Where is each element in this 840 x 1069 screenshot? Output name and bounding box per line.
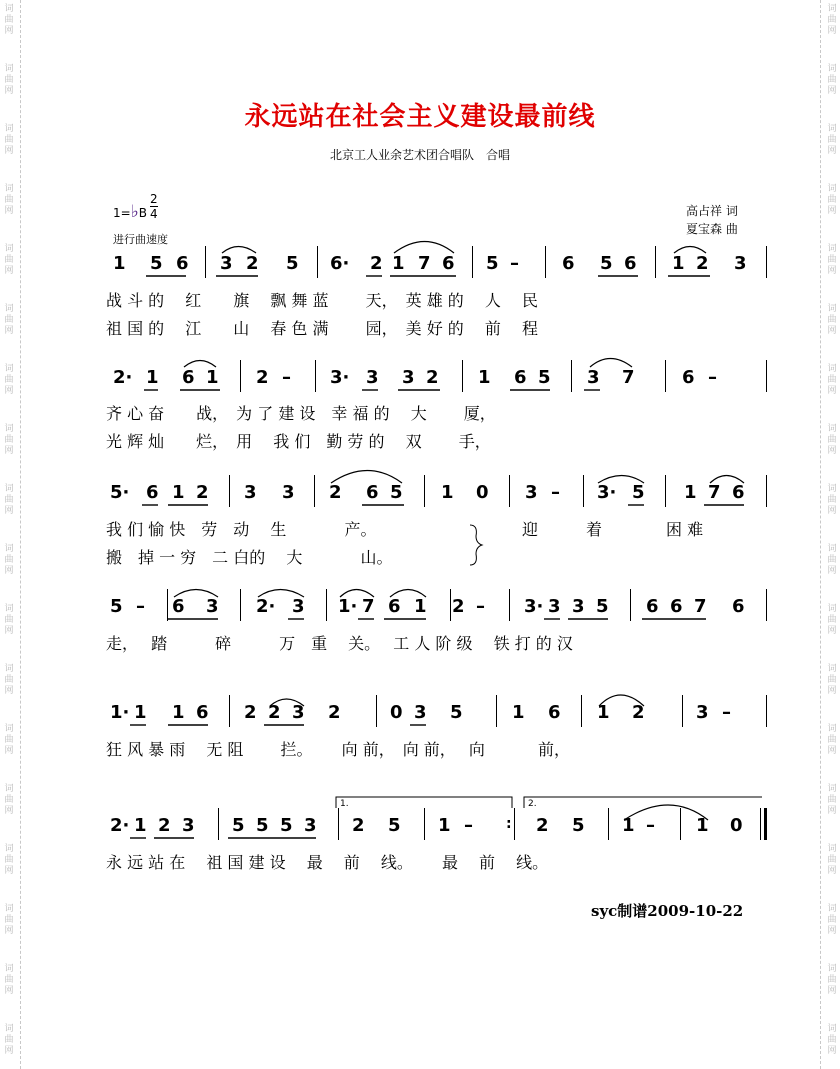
- key-note: B: [138, 206, 147, 220]
- slur: [390, 590, 426, 598]
- watermark-glyph: 曲: [827, 735, 837, 745]
- watermark-glyph: 曲: [4, 195, 14, 205]
- jianpu-note: 1: [134, 702, 147, 723]
- jianpu-note: 7: [622, 367, 635, 388]
- composer-credit: 夏宝森 曲: [686, 222, 738, 236]
- dash-sustain: –: [282, 367, 291, 388]
- watermark-glyph: 网: [4, 866, 14, 876]
- jianpu-note: 3: [548, 596, 561, 617]
- watermark-glyph: 网: [827, 26, 837, 36]
- jianpu-note: 3: [525, 482, 538, 503]
- lyric-line-1: 走， 踏 碎 万 重 关。 工 人 阶 级 铁 打 的 汉: [106, 634, 573, 653]
- lyricist-credit: 高占祥 词: [686, 204, 738, 218]
- slur: [710, 476, 744, 484]
- watermark-glyph: 曲: [4, 735, 14, 745]
- slur: [184, 361, 216, 368]
- jianpu-note: 2: [256, 367, 269, 388]
- watermark-glyph: 网: [827, 866, 837, 876]
- watermark-glyph: 词: [4, 4, 14, 14]
- slur: [222, 247, 256, 254]
- watermark-glyph: 曲: [827, 855, 837, 865]
- watermark-glyph: 曲: [827, 135, 837, 145]
- watermark-glyph: 网: [4, 266, 14, 276]
- watermark-glyph: 曲: [4, 1035, 14, 1045]
- watermark-glyph: 网: [4, 806, 14, 816]
- watermark-glyph: 网: [4, 446, 14, 456]
- jianpu-note: 3: [572, 596, 585, 617]
- jianpu-note: 3: [734, 253, 747, 274]
- jianpu-note: 0: [390, 702, 403, 723]
- dash-sustain: –: [708, 367, 717, 388]
- jianpu-note: 1: [172, 702, 185, 723]
- jianpu-note: 2·: [113, 367, 133, 388]
- jianpu-note: 0: [730, 815, 743, 836]
- watermark-glyph: 网: [4, 686, 14, 696]
- jianpu-note: 5: [256, 815, 269, 836]
- watermark-glyph: 词: [827, 964, 837, 974]
- slur: [270, 699, 304, 706]
- jianpu-note: 5: [572, 815, 585, 836]
- jianpu-note: 2: [158, 815, 171, 836]
- jianpu-note: 6·: [330, 253, 350, 274]
- jianpu-note: 2: [426, 367, 439, 388]
- jianpu-note: 5: [388, 815, 401, 836]
- watermark-glyph: 词: [827, 1024, 837, 1034]
- watermark-glyph: 曲: [4, 495, 14, 505]
- watermark-glyph: 曲: [4, 975, 14, 985]
- jianpu-note: 5: [596, 596, 609, 617]
- jianpu-note: 1: [414, 596, 427, 617]
- jianpu-note: 7: [362, 596, 375, 617]
- performer-credit: 北京工人业余艺术团合唱队 合唱: [329, 148, 510, 162]
- meter-top: 2: [150, 192, 158, 206]
- jianpu-note: 6: [548, 702, 561, 723]
- watermark-glyph: 网: [827, 566, 837, 576]
- jianpu-note: 3: [696, 702, 709, 723]
- jianpu-note: 7: [708, 482, 721, 503]
- watermark-glyph: 网: [4, 986, 14, 996]
- watermark-glyph: 曲: [827, 255, 837, 265]
- repeat-sign: :: [506, 816, 512, 832]
- jianpu-note: 2: [246, 253, 259, 274]
- jianpu-note: 5: [232, 815, 245, 836]
- watermark-glyph: 词: [827, 484, 837, 494]
- jianpu-note: 1: [392, 253, 405, 274]
- volta-1-bracket: [336, 797, 512, 808]
- jianpu-note: 1: [441, 482, 454, 503]
- jianpu-note: 1: [622, 815, 635, 836]
- watermark-glyph: 词: [4, 784, 14, 794]
- volta-2-bracket: [524, 797, 762, 808]
- watermark-glyph: 词: [827, 244, 837, 254]
- watermark-glyph: 曲: [4, 555, 14, 565]
- watermark-glyph: 曲: [4, 15, 14, 25]
- jianpu-note: 5: [150, 253, 163, 274]
- jianpu-note: 1: [597, 702, 610, 723]
- jianpu-note: 3: [244, 482, 257, 503]
- watermark-glyph: 词: [4, 424, 14, 434]
- jianpu-note: 5: [450, 702, 463, 723]
- jianpu-note: 6: [366, 482, 379, 503]
- jianpu-note: 6: [682, 367, 695, 388]
- engraver-credit: syc制谱2009-10-22: [591, 902, 744, 920]
- watermark-glyph: 曲: [4, 75, 14, 85]
- jianpu-note: 2: [328, 702, 341, 723]
- watermark-glyph: 网: [827, 746, 837, 756]
- watermark-glyph: 词: [4, 304, 14, 314]
- jianpu-note: 2: [696, 253, 709, 274]
- watermark-glyph: 网: [827, 806, 837, 816]
- watermark-glyph: 网: [4, 206, 14, 216]
- watermark-glyph: 网: [827, 1046, 837, 1056]
- jianpu-note: 2: [268, 702, 281, 723]
- jianpu-note: 6: [562, 253, 575, 274]
- watermark-glyph: 曲: [827, 615, 837, 625]
- jianpu-note: 7: [418, 253, 431, 274]
- watermark-glyph: 曲: [827, 15, 837, 25]
- watermark-glyph: 网: [827, 446, 837, 456]
- watermark-glyph: 网: [827, 986, 837, 996]
- jianpu-note: 1: [512, 702, 525, 723]
- slur: [624, 805, 708, 820]
- watermark-glyph: 网: [827, 86, 837, 96]
- dash-sustain: –: [510, 253, 519, 274]
- jianpu-note: 5: [280, 815, 293, 836]
- jianpu-note: 6: [646, 596, 659, 617]
- dash-sustain: –: [136, 596, 145, 617]
- jianpu-note: 7: [694, 596, 707, 617]
- jianpu-note: 2: [329, 482, 342, 503]
- watermark-glyph: 曲: [827, 915, 837, 925]
- jianpu-note: 1: [672, 253, 685, 274]
- lyric-line-2: 光 辉 灿 烂， 用 我 们 勤 劳 的 双 手，: [106, 432, 491, 451]
- slur: [674, 247, 706, 254]
- slur: [258, 590, 304, 598]
- jianpu-note: 6: [182, 367, 195, 388]
- slur: [340, 590, 374, 598]
- watermark-glyph: 词: [4, 484, 14, 494]
- jianpu-note: 3: [282, 482, 295, 503]
- slur: [590, 359, 632, 368]
- jianpu-note: 2·: [256, 596, 276, 617]
- jianpu-note: 2: [196, 482, 209, 503]
- jianpu-note: 1: [206, 367, 219, 388]
- jianpu-note: 3: [292, 702, 305, 723]
- jianpu-note: 5: [632, 482, 645, 503]
- lyric-line-1: 战 斗 的 红 旗 飘 舞 蓝 天， 英 雄 的 人 民: [106, 291, 538, 310]
- watermark-glyph: 词: [4, 244, 14, 254]
- watermark-glyph: 网: [4, 926, 14, 936]
- key-prefix: 1=: [113, 206, 131, 220]
- jianpu-note: 6: [624, 253, 637, 274]
- watermark-glyph: 网: [4, 746, 14, 756]
- jianpu-note: 2: [244, 702, 257, 723]
- jianpu-note: 6: [442, 253, 455, 274]
- watermark-glyph: 词: [827, 304, 837, 314]
- jianpu-note: 1: [438, 815, 451, 836]
- watermark-glyph: 曲: [827, 675, 837, 685]
- watermark-glyph: 曲: [827, 1035, 837, 1045]
- jianpu-note: 5: [286, 253, 299, 274]
- watermark-glyph: 网: [827, 326, 837, 336]
- watermark-glyph: 词: [4, 364, 14, 374]
- watermark-glyph: 曲: [4, 675, 14, 685]
- dash-sustain: –: [476, 596, 485, 617]
- watermark-glyph: 网: [827, 926, 837, 936]
- watermark-glyph: 网: [4, 326, 14, 336]
- watermark-glyph: 网: [827, 506, 837, 516]
- volta-2-label: 2.: [528, 799, 537, 809]
- jianpu-note: 2: [352, 815, 365, 836]
- jianpu-note: 6: [514, 367, 527, 388]
- lyric-line-1: 我 们 愉 快 劳 动 生 产。: [106, 520, 377, 539]
- watermark-glyph: 词: [827, 664, 837, 674]
- watermark-glyph: 曲: [827, 555, 837, 565]
- watermark-glyph: 词: [827, 904, 837, 914]
- jianpu-note: 6: [172, 596, 185, 617]
- tempo-marking: 进行曲速度: [113, 233, 168, 246]
- watermark-glyph: 网: [827, 686, 837, 696]
- jianpu-note: 2: [536, 815, 549, 836]
- watermark-glyph: 网: [4, 506, 14, 516]
- watermark-glyph: 词: [4, 544, 14, 554]
- jianpu-note: 6: [732, 482, 745, 503]
- jianpu-note: 3: [292, 596, 305, 617]
- lyric-line-2: 祖 国 的 江 山 春 色 满 园， 美 好 的 前 程: [106, 319, 538, 338]
- volta-1-label: 1.: [340, 799, 349, 809]
- flat-sign: ♭: [130, 202, 139, 222]
- jianpu-note: 1: [134, 815, 147, 836]
- watermark-glyph: 网: [4, 1046, 14, 1056]
- watermark-glyph: 网: [4, 86, 14, 96]
- watermark-glyph: 词: [827, 844, 837, 854]
- watermark-glyph: 网: [4, 386, 14, 396]
- watermark-glyph: 词: [4, 184, 14, 194]
- jianpu-note: 3: [587, 367, 600, 388]
- lyric-line-1: 狂 风 暴 雨 无 阻 拦。 向 前， 向 前， 向 前，: [106, 740, 570, 759]
- lyric-line-1: 齐 心 奋 战， 为 了 建 设 幸 福 的 大 厦，: [106, 404, 496, 423]
- jianpu-note: 3: [304, 815, 317, 836]
- watermark-glyph: 词: [4, 904, 14, 914]
- jianpu-note: 3: [182, 815, 195, 836]
- watermark-glyph: 曲: [827, 195, 837, 205]
- watermark-glyph: 词: [4, 964, 14, 974]
- watermark-glyph: 曲: [4, 435, 14, 445]
- watermark-glyph: 词: [4, 724, 14, 734]
- watermark-glyph: 词: [827, 184, 837, 194]
- watermark-glyph: 词: [827, 364, 837, 374]
- watermark-glyph: 曲: [827, 795, 837, 805]
- jianpu-note: 6: [732, 596, 745, 617]
- watermark-glyph: 曲: [4, 375, 14, 385]
- jianpu-note: 3·: [597, 482, 617, 503]
- jianpu-note: 3·: [330, 367, 350, 388]
- watermark-glyph: 网: [4, 566, 14, 576]
- meter-bottom: 4: [150, 207, 158, 221]
- watermark-glyph: 网: [4, 146, 14, 156]
- jianpu-note: 6: [176, 253, 189, 274]
- watermark-glyph: 词: [827, 424, 837, 434]
- watermark-glyph: 词: [4, 1024, 14, 1034]
- slur: [394, 242, 454, 254]
- jianpu-note: 1: [146, 367, 159, 388]
- watermark-glyph: 词: [4, 664, 14, 674]
- dash-sustain: –: [722, 702, 731, 723]
- watermark-glyph: 曲: [4, 915, 14, 925]
- lyric-line-1: 永 远 站 在 祖 国 建 设 最 前 线。 最 前 线。: [106, 853, 549, 872]
- jianpu-note: 3: [220, 253, 233, 274]
- watermark-glyph: 曲: [4, 315, 14, 325]
- jianpu-note: 6: [196, 702, 209, 723]
- watermark-glyph: 曲: [4, 795, 14, 805]
- lyric-line-2: 搬 掉 一 穷 二 白的 大 山。: [106, 548, 393, 567]
- jianpu-note: 1·: [338, 596, 358, 617]
- dash-sustain: –: [646, 815, 655, 836]
- jianpu-note: 3: [206, 596, 219, 617]
- song-title: 永远站在社会主义建设最前线: [244, 102, 596, 132]
- dash-sustain: –: [551, 482, 560, 503]
- jianpu-note: 6: [670, 596, 683, 617]
- jianpu-note: 3: [414, 702, 427, 723]
- jianpu-note: 5: [538, 367, 551, 388]
- jianpu-note: 5: [390, 482, 403, 503]
- watermark-glyph: 曲: [827, 315, 837, 325]
- watermark-glyph: 网: [827, 146, 837, 156]
- jianpu-note: 1: [113, 253, 126, 274]
- jianpu-note: 1: [478, 367, 491, 388]
- watermark-glyph: 曲: [4, 255, 14, 265]
- watermark-glyph: 词: [4, 64, 14, 74]
- jianpu-note: 6: [146, 482, 159, 503]
- watermark-glyph: 曲: [827, 495, 837, 505]
- jianpu-note: 5: [486, 253, 499, 274]
- slur: [174, 590, 218, 598]
- watermark-glyph: 曲: [827, 975, 837, 985]
- watermark-glyph: 曲: [4, 855, 14, 865]
- watermark-glyph: 曲: [827, 435, 837, 445]
- watermark-glyph: 网: [4, 626, 14, 636]
- slur: [598, 476, 644, 484]
- watermark-glyph: 词: [827, 64, 837, 74]
- jianpu-note: 3: [366, 367, 379, 388]
- jianpu-note: 1: [172, 482, 185, 503]
- watermark-glyph: 网: [4, 26, 14, 36]
- watermark-glyph: 词: [4, 604, 14, 614]
- watermark-glyph: 曲: [4, 615, 14, 625]
- watermark-glyph: 词: [827, 124, 837, 134]
- watermark-glyph: 词: [827, 544, 837, 554]
- jianpu-note: 1·: [110, 702, 130, 723]
- watermark-glyph: 网: [827, 266, 837, 276]
- watermark-glyph: 曲: [4, 135, 14, 145]
- jianpu-note: 2: [632, 702, 645, 723]
- jianpu-note: 1: [684, 482, 697, 503]
- watermark-glyph: 曲: [827, 375, 837, 385]
- jianpu-note: 0: [476, 482, 489, 503]
- jianpu-note: 5·: [110, 482, 130, 503]
- jianpu-note: 3: [402, 367, 415, 388]
- slur: [599, 695, 644, 706]
- watermark-glyph: 词: [4, 844, 14, 854]
- slur: [331, 471, 402, 484]
- watermark-glyph: 词: [827, 4, 837, 14]
- jianpu-note: 2: [452, 596, 465, 617]
- jianpu-note: 5: [600, 253, 613, 274]
- watermark-glyph: 网: [827, 626, 837, 636]
- watermark-glyph: 词: [827, 604, 837, 614]
- dash-sustain: –: [464, 815, 473, 836]
- jianpu-note: 3·: [524, 596, 544, 617]
- jianpu-note: 5: [110, 596, 123, 617]
- watermark-glyph: 词: [827, 724, 837, 734]
- watermark-glyph: 词: [827, 784, 837, 794]
- jianpu-note: 6: [388, 596, 401, 617]
- verse-brace: [470, 525, 482, 565]
- lyric-line-continuation: 迎 着 困 难: [522, 520, 704, 539]
- watermark-glyph: 词: [4, 124, 14, 134]
- jianpu-note: 2: [370, 253, 383, 274]
- jianpu-note: 2·: [110, 815, 130, 836]
- watermark-glyph: 曲: [827, 75, 837, 85]
- jianpu-note: 1: [696, 815, 709, 836]
- watermark-glyph: 网: [827, 386, 837, 396]
- watermark-glyph: 网: [827, 206, 837, 216]
